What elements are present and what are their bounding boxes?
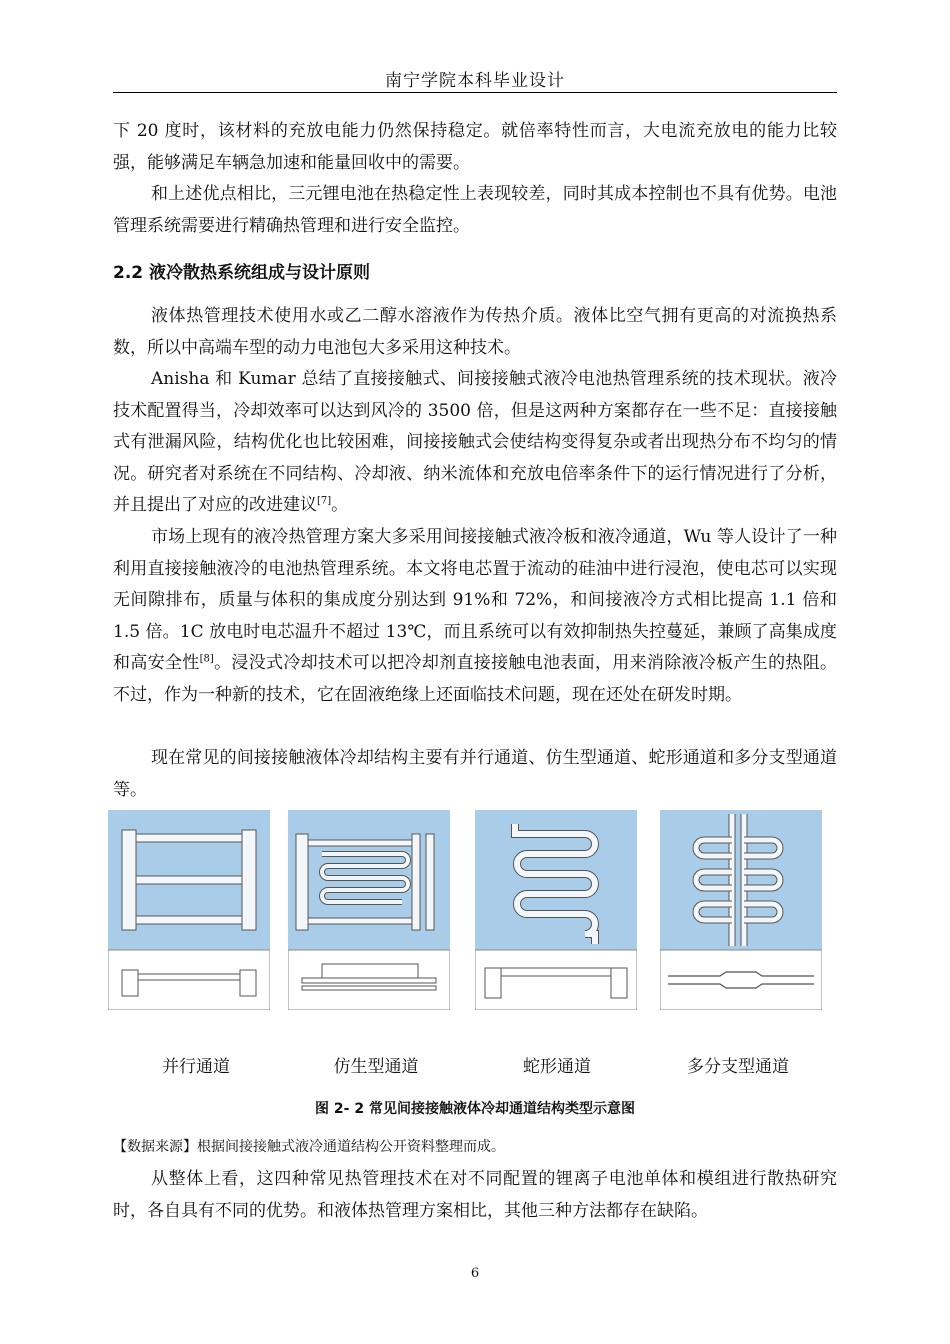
figure-caption: 图 2- 2 常见间接接触液体冷却通道结构类型示意图 [315, 1101, 635, 1117]
paragraph-p7: 从整体上看，这四种常见热管理技术在对不同配置的锂离子电池单体和模组进行散热研究时，各自具有不同的优势。和液体热管理方案相比，其他三种方法都存在缺陷。 [113, 1169, 837, 1221]
paragraph-p6: 现在常见的间接接触液体冷却结构主要有并行通道、仿生型通道、蛇形通道和多分支型通道等。 [113, 748, 837, 800]
paragraph-p5-text-b: 。浸没式冷却技术可以把冷却剂直接接触电池表面，用来消除液冷板产生的热阻。不过，作为一种新的技术，它在固液绝缘上还面临技术问题，现在还处在研发时期。 [113, 653, 838, 705]
figure-label-bionic: 仿生型通道 [333, 1057, 419, 1077]
multi-branch-channel-diagram [660, 810, 822, 1010]
figure-source-note: 【数据来源】根据间接接触式液冷通道结构公开资料整理而成。 [113, 1139, 505, 1155]
citation-8: [8] [199, 653, 214, 665]
paragraph-p3: 液体热管理技术使用水或乙二醇水溶液作为传热介质。液体比空气拥有更高的对流换热系数，所以中高端车型的动力电池包大多采用这种技术。 [113, 306, 837, 358]
serpentine-channel-diagram [475, 810, 637, 1010]
section-heading: 2.2 液冷散热系统组成与设计原则 [113, 263, 371, 283]
paragraph-p1: 下 20 度时，该材料的充放电能力仍然保持稳定。就倍率特性而言，大电流充放电的能力比较强，能够满足车辆急加速和能量回收中的需要。 [113, 121, 837, 173]
citation-7: [7] [317, 495, 332, 507]
parallel-channel-diagram [108, 810, 270, 1010]
bionic-channel-diagram [288, 810, 450, 1010]
figure-label-parallel: 并行通道 [162, 1057, 230, 1077]
paragraph-p5 [113, 522, 837, 711]
paragraph-p5-text: 市场上现有的液冷热管理方案大多采用间接接触式液冷板和液冷通道，Wu 等人设计了一种利用直接接触液冷的电池热管理系统。本文将电芯置于流动的硅油中进行浸泡，使电芯可以实现无间隙排布，质量与体积的集成度分别达到 91%和 72%，和间接液冷方式相比提高 1.1 倍和 1.5 倍。1C 放电时电芯温升不超过 13℃，而且系统可以有效抑制热失控蔓延，兼顾了高集成度和高安全性 [113, 527, 837, 673]
paragraph-p4-end: 。 [331, 495, 349, 515]
paragraph-p2: 和上述优点相比，三元锂电池在热稳定性上表现较差，同时其成本控制也不具有优势。电池管理系统需要进行精确热管理和进行安全监控。 [113, 184, 837, 236]
figure-label-multi-branch: 多分支型通道 [687, 1057, 789, 1077]
paragraph-p4 [113, 364, 837, 522]
page-header: 南宁学院本科毕业设计 [385, 71, 565, 91]
page-number: 6 [470, 1266, 480, 1281]
figure-label-serpentine: 蛇形通道 [523, 1057, 591, 1077]
header-divider [113, 92, 837, 93]
paragraph-p4-text: Anisha 和 Kumar 总结了直接接触式、间接接触式液冷电池热管理系统的技术现状。液冷技术配置得当，冷却效率可以达到风冷的 3500 倍，但是这两种方案都存在一些不足：直接接触式有泄漏风险，结构优化也比较困难，间接接触式会使结构变得复杂或者出现热分布不均匀的情况。研究者对系统在不同结构、冷却液、纳米流体和充放电倍率条件下的运行情况进行了分析，并且提出了对应的改进建议 [113, 369, 837, 515]
